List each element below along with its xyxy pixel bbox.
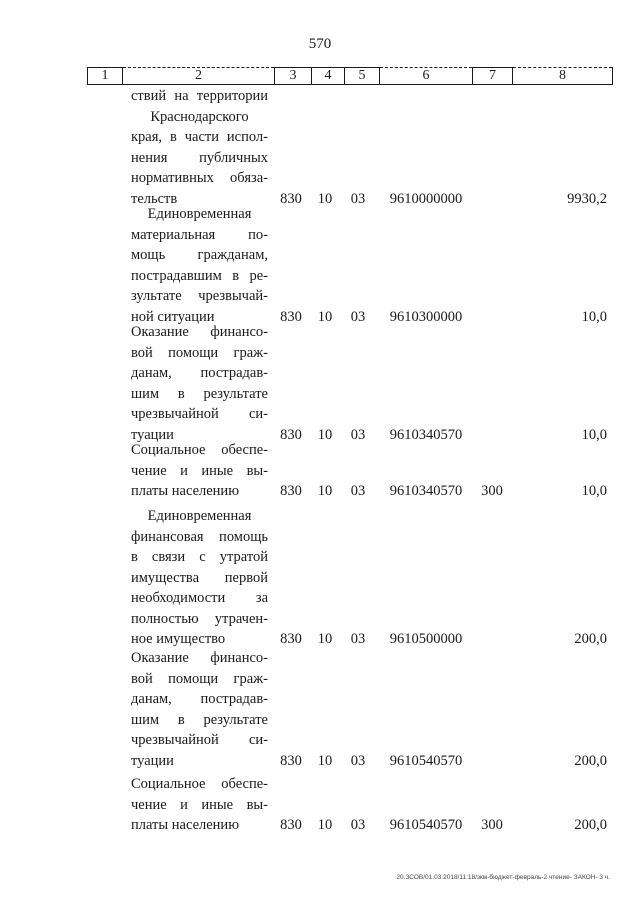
row-cell-c8: 10,0: [581, 483, 607, 499]
row-name-line: чение и иные вы-: [131, 796, 268, 813]
row-name-line: тельств: [131, 190, 178, 207]
row-name-line: Единовременная: [147, 508, 252, 524]
row-name: [131, 648, 268, 771]
row-name-line: края, в части испол-: [131, 129, 268, 145]
column-header-3: 3: [275, 68, 312, 85]
row-cell-c4: 10: [317, 817, 333, 833]
row-name-line: Единовременная: [147, 206, 252, 222]
row-name-line: чрезвычайной си-: [131, 406, 268, 422]
row-name-line: вой помощи граж-: [131, 344, 268, 361]
row-name-line: ствий на территории: [131, 88, 268, 104]
column-header-table: [87, 67, 613, 85]
row-name-line: данам, пострадав-: [131, 691, 268, 707]
column-header-4: 4: [312, 68, 345, 85]
row-name: [131, 440, 268, 502]
row-cell-c4: 10: [317, 631, 333, 647]
row-cell-c6: 9610000000: [389, 190, 463, 207]
row-cell-c5: 03: [350, 631, 366, 647]
row-name-line: платы населению: [131, 817, 240, 833]
row-name-line: нения публичных: [131, 149, 268, 166]
row-name-line: платы населению: [131, 483, 240, 499]
row-name-line: мощь гражданам,: [131, 247, 268, 263]
row-name: [131, 204, 268, 327]
row-name: [131, 322, 268, 445]
row-name-line: ное имущество: [131, 631, 226, 647]
row-name-line: зультате чрезвычай-: [131, 288, 268, 304]
column-header-1: 1: [88, 68, 123, 85]
row-cell-c7: 300: [481, 483, 503, 499]
row-cell-c4: 10: [317, 483, 333, 499]
row-cell-c8: 200,0: [574, 752, 607, 769]
row-cell-c3: 830: [280, 190, 302, 207]
row-cell-c8: 9930,2: [567, 190, 607, 207]
row-name-line: данам, пострадав-: [131, 365, 268, 381]
row-cell-c5: 03: [350, 817, 366, 833]
row-name-line: Социальное обеспе-: [131, 776, 268, 792]
row-cell-c3: 830: [280, 817, 302, 833]
row-name-line: шим в результате: [131, 711, 268, 728]
row-cell-c5: 03: [350, 752, 366, 769]
row-cell-c7: 300: [481, 817, 503, 833]
row-cell-c8: 10,0: [581, 308, 607, 325]
row-name-line: Оказание финансо-: [131, 650, 268, 666]
row-cell-c8: 200,0: [574, 817, 607, 833]
row-name-line: финансовая помощь: [131, 528, 268, 545]
row-name-line: пострадавшим в ре-: [131, 267, 268, 284]
row-name-line: Оказание финансо-: [131, 324, 268, 340]
row-cell-c4: 10: [317, 426, 333, 443]
row-name: [131, 774, 268, 836]
row-name-line: необходимости за: [131, 590, 268, 606]
row-cell-c3: 830: [280, 483, 302, 499]
footer-file-path: 20.ЗСОВ/01.03.2018/11:18/зкм-бюджет-февраль-2 чтение- ЗАКОН- 3 ч.: [396, 874, 610, 881]
row-name-line: туации: [131, 426, 174, 443]
row-name-line: Социальное обеспе-: [131, 442, 268, 458]
row-cell-c4: 10: [317, 308, 333, 325]
row-cell-c3: 830: [280, 308, 302, 325]
row-name-line: имущества первой: [131, 569, 268, 586]
column-header-7: 7: [473, 68, 513, 85]
row-cell-c6: 9610500000: [389, 631, 463, 647]
row-name-line: ной ситуации: [131, 308, 215, 325]
row-cell-c6: 9610340570: [389, 483, 463, 499]
row-name-line: материальная по-: [131, 226, 268, 243]
row-name-line: чение и иные вы-: [131, 462, 268, 479]
row-cell-c5: 03: [350, 190, 366, 207]
column-header-6: 6: [380, 68, 473, 85]
row-cell-c6: 9610300000: [389, 308, 463, 325]
column-header-row: [88, 68, 613, 85]
row-cell-c8: 10,0: [581, 426, 607, 443]
row-cell-c6: 9610540570: [389, 817, 463, 833]
row-name-line: в связи с утратой: [131, 549, 268, 565]
row-cell-c8: 200,0: [574, 631, 607, 647]
column-header-5: 5: [345, 68, 380, 85]
row-cell-c4: 10: [317, 190, 333, 207]
row-cell-c5: 03: [350, 483, 366, 499]
row-name-line: шим в результате: [131, 385, 268, 402]
row-cell-c5: 03: [350, 426, 366, 443]
row-name-line: вой помощи граж-: [131, 670, 268, 687]
row-name: [131, 506, 268, 650]
page-number: 570: [308, 36, 332, 52]
row-cell-c3: 830: [280, 426, 302, 443]
row-name-line: чрезвычайной си-: [131, 732, 268, 748]
row-name-line: нормативных обяза-: [131, 170, 268, 186]
column-header-8: 8: [513, 68, 613, 85]
column-header-2: 2: [123, 68, 275, 85]
row-cell-c4: 10: [317, 752, 333, 769]
row-name-line: Краснодарского: [150, 108, 249, 125]
row-name-line: туации: [131, 752, 174, 769]
row-cell-c6: 9610540570: [389, 752, 463, 769]
row-cell-c3: 830: [280, 752, 302, 769]
row-cell-c3: 830: [280, 631, 302, 647]
row-cell-c5: 03: [350, 308, 366, 325]
row-cell-c6: 9610340570: [389, 426, 463, 443]
row-name: [131, 86, 268, 209]
row-name-line: полностью утрачен-: [131, 610, 268, 627]
